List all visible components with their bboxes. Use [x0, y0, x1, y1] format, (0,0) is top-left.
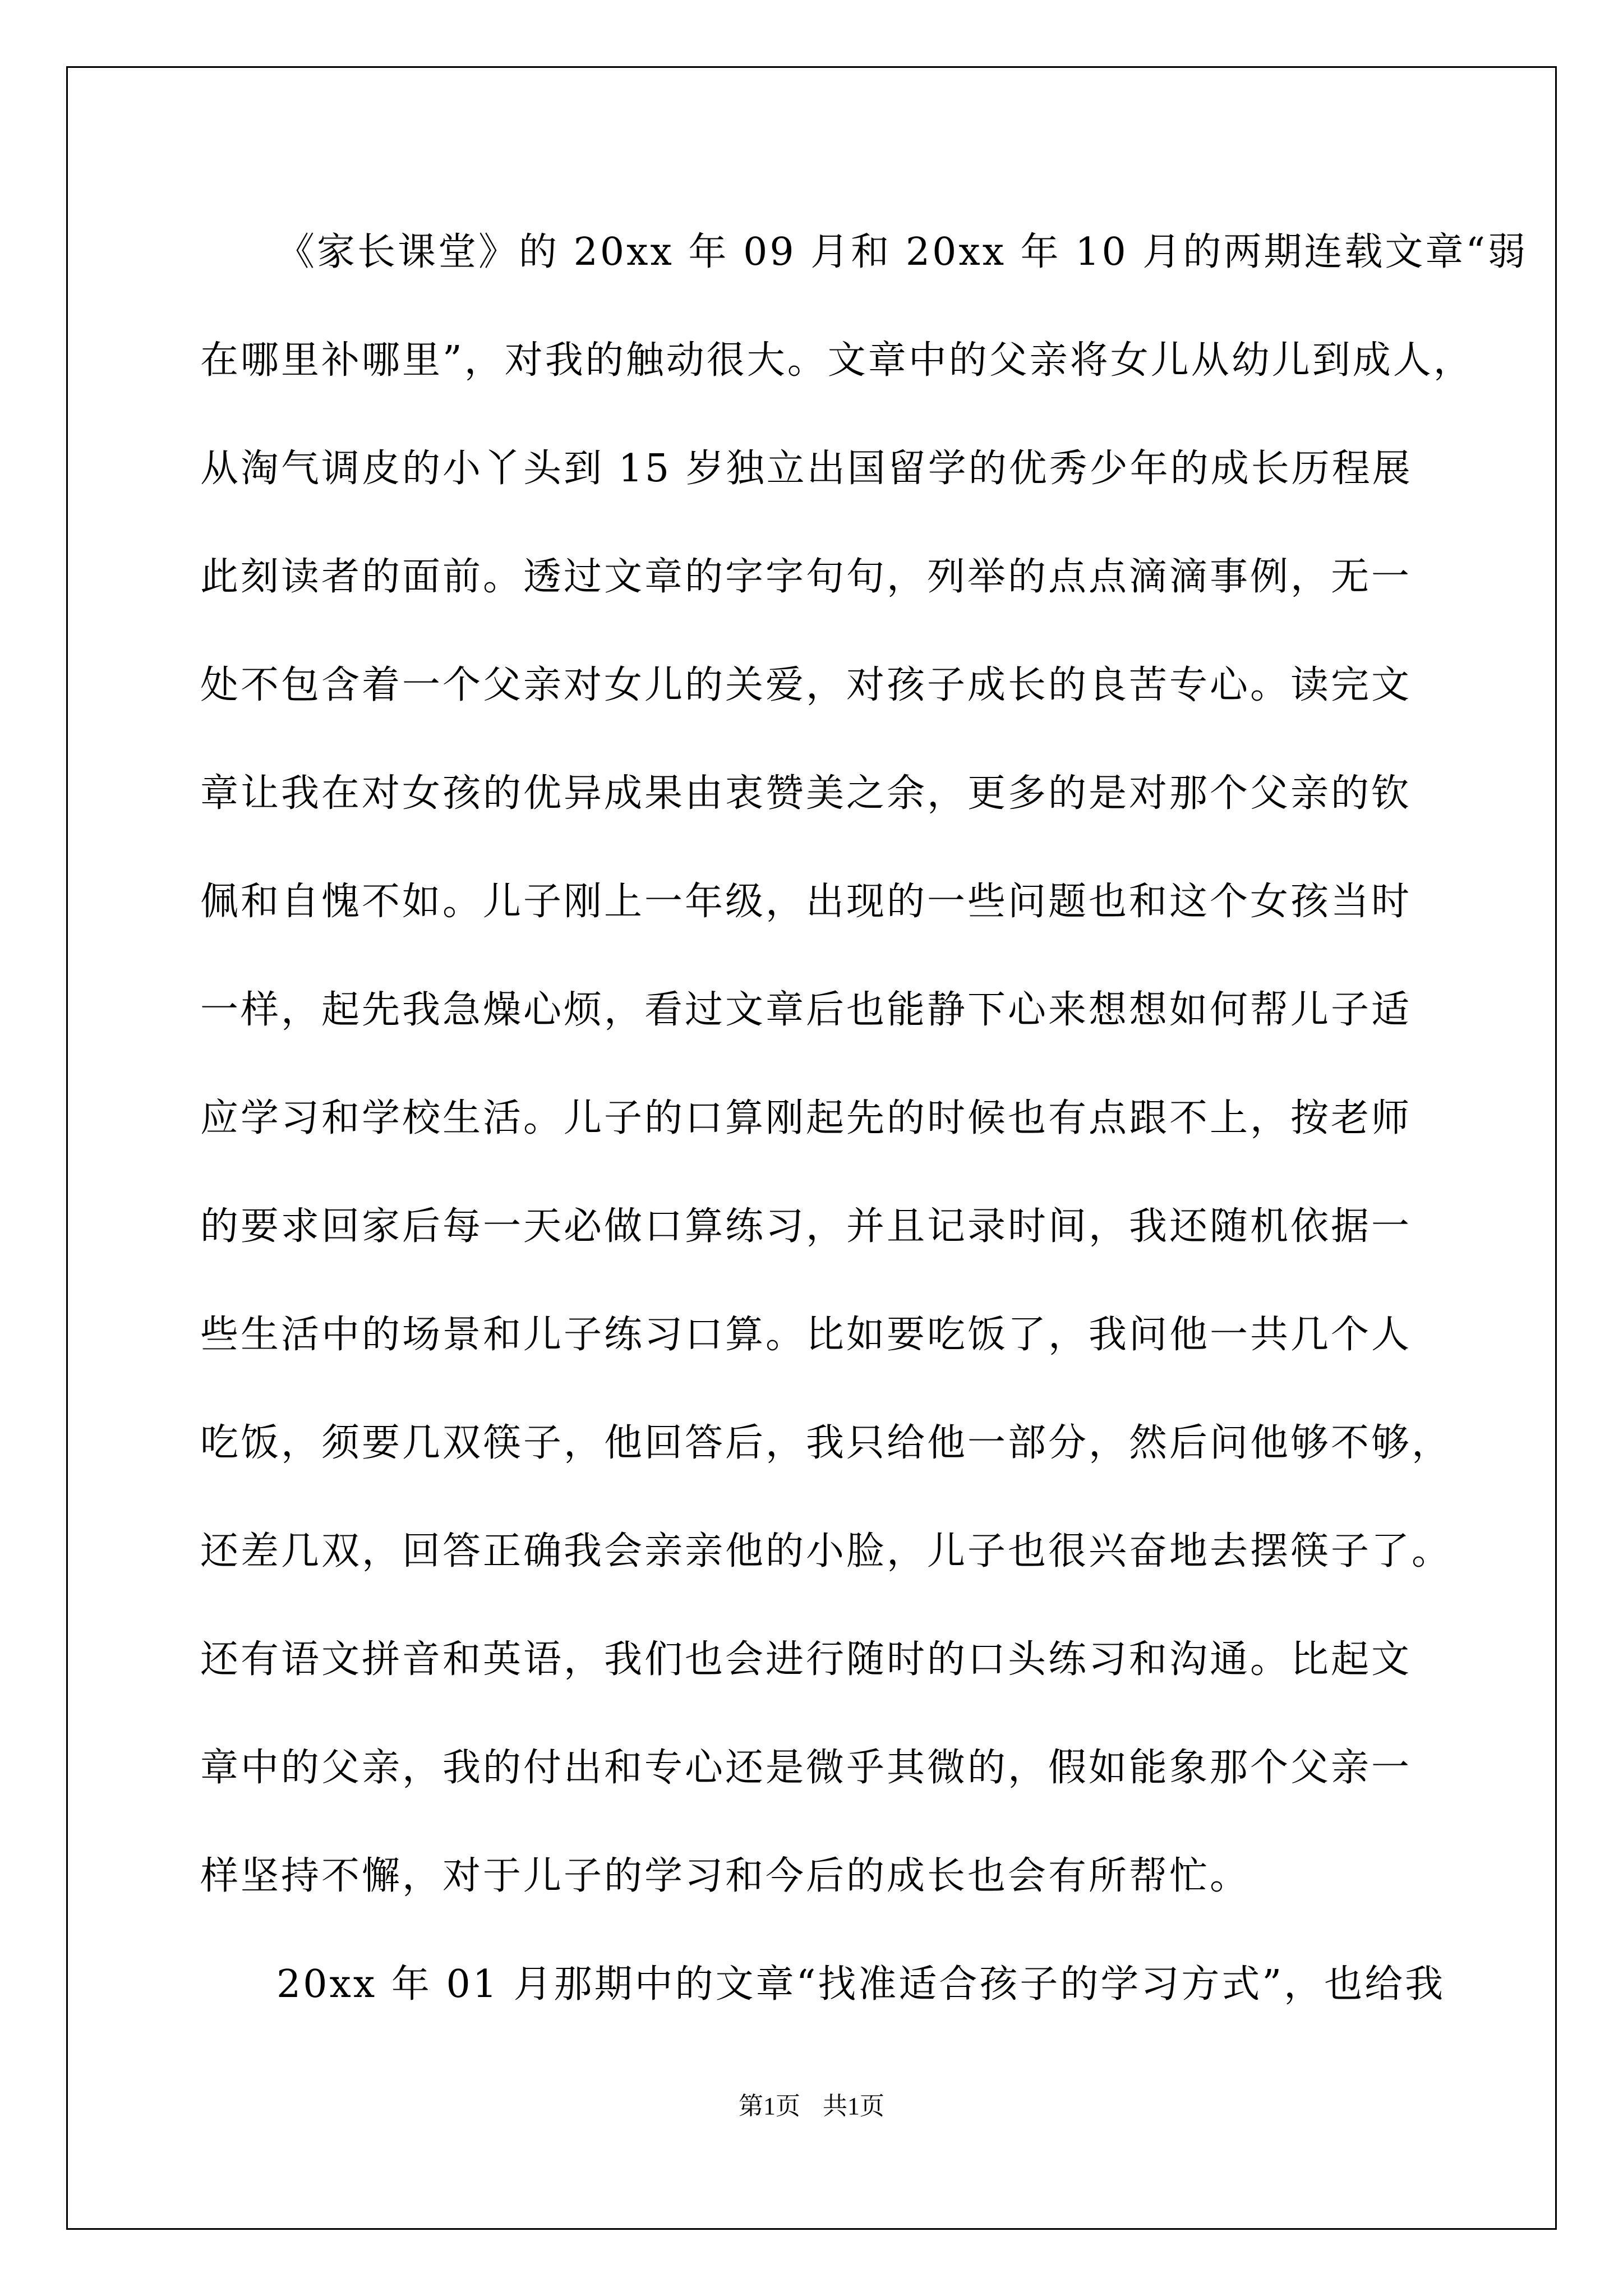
text-line: 还有语文拼音和英语，我们也会进行随时的口头练习和沟通。比起文: [200, 1637, 1412, 1682]
page-footer: [0, 2086, 1623, 2122]
text-line: 些生活中的场景和儿子练习口算。比如要吃饭了，我问他一共几个人: [200, 1313, 1412, 1357]
text-line: 章让我在对女孩的优异成果由衷赞美之余，更多的是对那个父亲的钦: [200, 771, 1412, 816]
text-line: 从淘气调皮的小丫头到 15 岁独立出国留学的优秀少年的成长历程展: [200, 447, 1413, 491]
text-line: 20xx 年 01 月那期中的文章“找准适合孩子的学习方式”，也给我: [276, 1962, 1446, 2007]
text-line: 在哪里补哪里”，对我的触动很大。文章中的父亲将女儿从幼儿到成人，: [200, 338, 1474, 383]
text-line: 佩和自愧不如。儿子刚上一年级，出现的一些问题也和这个女孩当时: [200, 880, 1412, 924]
text-line: 的要求回家后每一天必做口算练习，并且记录时间，我还随机依据一: [200, 1204, 1412, 1249]
text-line: 还差几双，回答正确我会亲亲他的小脸，儿子也很兴奋地去摆筷子了。: [200, 1529, 1453, 1573]
text-line: 章中的父亲，我的付出和专心还是微乎其微的，假如能象那个父亲一: [200, 1746, 1412, 1790]
page-total: 共1页: [823, 2092, 884, 2120]
text-line: 样坚持不懈，对于儿子的学习和今后的成长也会有所帮忙。: [200, 1854, 1251, 1898]
text-line: 此刻读者的面前。透过文章的字字句句，列举的点点滴滴事例，无一: [200, 555, 1412, 599]
text-line: 处不包含着一个父亲对女儿的关爱，对孩子成长的良苦专心。读完文: [200, 663, 1412, 707]
document-body: [200, 213, 1528, 2054]
text-line: 《家长课堂》的 20xx 年 09 月和 20xx 年 10 月的两期连载文章“弱: [276, 230, 1528, 274]
page-number: 第1页: [739, 2092, 800, 2120]
text-line: 吃饭，须要几双筷子，他回答后，我只给他一部分，然后问他够不够，: [200, 1421, 1453, 1465]
text-line: 应学习和学校生活。儿子的口算刚起先的时候也有点跟不上，按老师: [200, 1096, 1412, 1140]
text-line: 一样，起先我急燥心烦，看过文章后也能静下心来想想如何帮儿子适: [200, 988, 1412, 1032]
